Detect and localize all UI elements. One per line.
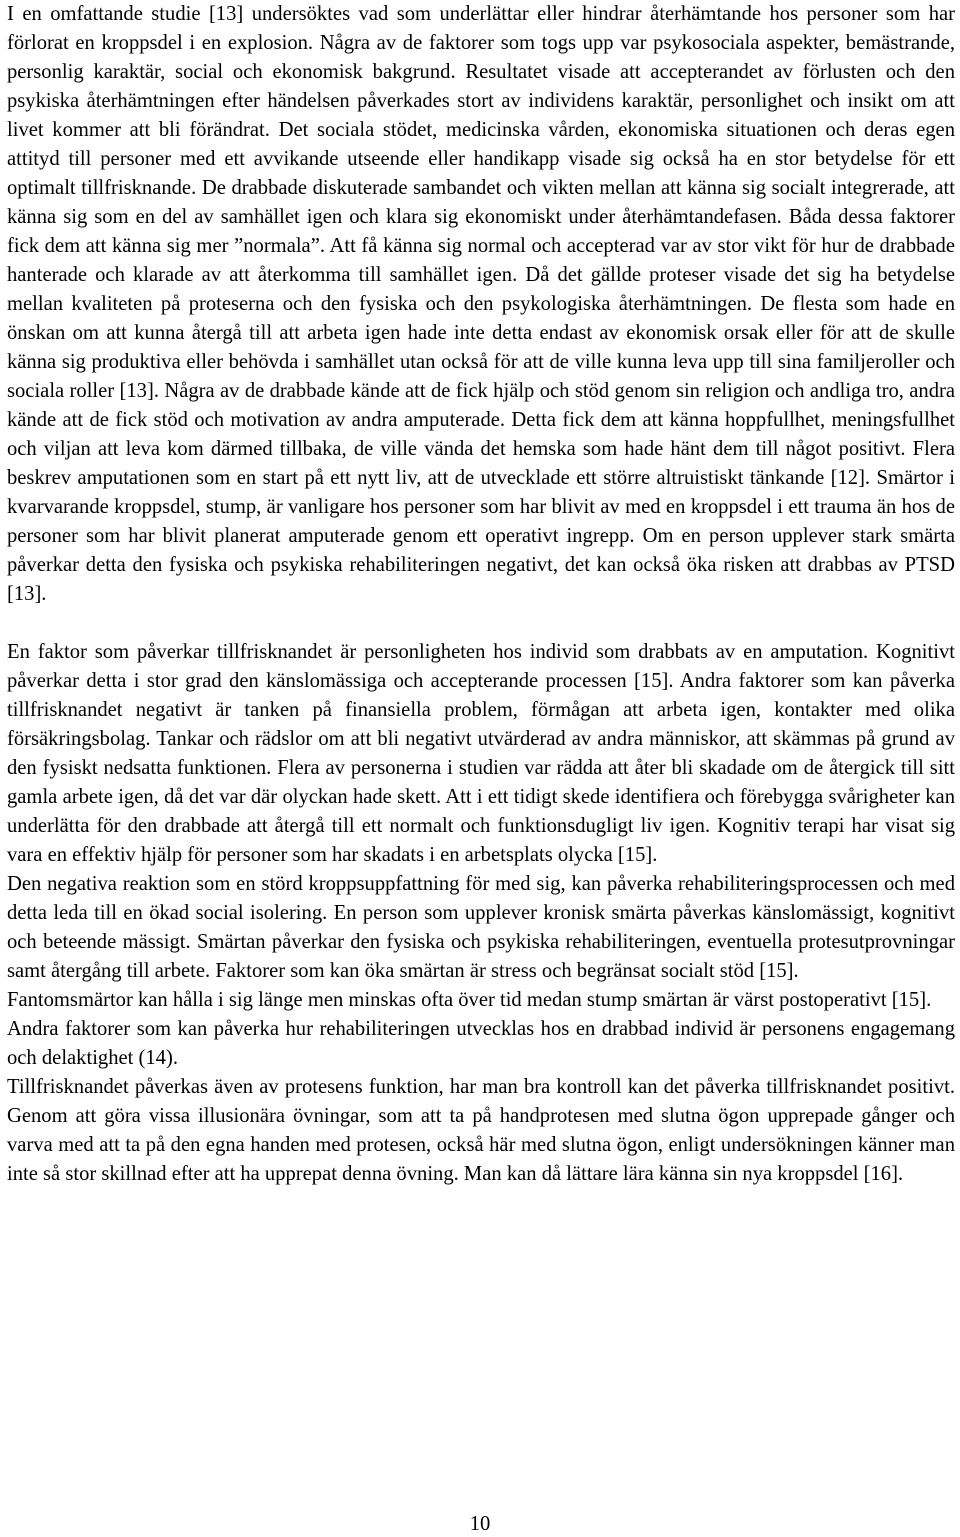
paragraph-personality-factor: En faktor som påverkar tillfrisknandet är personligheten hos individ som drabbats av en amputation. Kognitivt påverkar detta i stor grad den känslomässiga och accepterande processen [15]. Andra faktorer som kan påverka tillfrisknandet negativt är tanken på finansiella problem, förmågan att arbeta igen, kontakter med olika försäkringsbolag. Tankar och rädslor om att bli negativt utvärderad av andra människor, att skämmas på grund av den fysiskt nedsatta funktionen. Flera av personerna i studien var rädda att åter bli skadade om de återgick till sitt gamla arbete igen, då det var där olyckan hade skett. Att i ett tidigt skede identifiera och förebygga svårigheter kan underlätta för den drabbade att återgå till ett normalt och funktionsdugligt liv igen. Kognitiv terapi har visat sig vara en effektiv hjälp för personer som har skadats i en arbetsplats olycka [15]. — [7, 641, 955, 866]
paragraph-body-image: Den negativa reaktion som en störd kroppsuppfattning för med sig, kan påverka rehabiliteringsprocessen och med detta leda till en ökad social isolering. En person som upplever kronisk smärta påverkas känslomässigt, kognitivt och beteende mässigt. Smärtan påverkar den fysiska och psykiska rehabiliteringen, eventuella protesutprovningar samt återgång till arbete. Faktorer som kan öka smärtan är stress och begränsat socialt stöd [15]. — [7, 873, 955, 982]
page-number: 10 — [469, 1513, 491, 1535]
paragraph-engagement: Andra faktorer som kan påverka hur rehabiliteringen utvecklas hos en drabbad individ är personens engagemang och delaktighet (14). — [7, 1018, 955, 1069]
paragraph-phantom-pain: Fantomsmärtor kan hålla i sig länge men minskas ofta över tid medan stump smärtan är värst postoperativt [15]. — [7, 989, 932, 1011]
paragraph-prosthesis-function: Tillfrisknandet påverkas även av protesens funktion, har man bra kontroll kan det påverka tillfrisknandet positivt. Genom att göra vissa illusionära övningar, som att ta på handprotesen med slutna ögon upprepade gånger och varva med att ta på den egna handen med protesen, också här med slutna ögon, enligt undersökningen känner man inte så stor skillnad efter att ha upprepat denna övning. Man kan då lättare lära känna sin nya kroppsdel [16]. — [7, 1076, 955, 1185]
paragraph-spacer — [7, 609, 955, 638]
document-body — [7, 0, 955, 1189]
paragraph-study-results: I en omfattande studie [13] undersöktes vad som underlättar eller hindrar återhämtande hos personer som har förlorat en kroppsdel i en explosion. Några av de faktorer som togs upp var psykosociala aspekter, bemästrande, personlig karaktär, social och ekonomisk bakgrund. Resultatet visade att accepterandet av förlusten och den psykiska återhämtningen efter händelsen påverkades stort av individens karaktär, personlighet och insikt om att livet kommer att bli förändrat. Det sociala stödet, medicinska vården, ekonomiska situationen och deras egen attityd till personer med ett avvikande utseende eller handikapp visade sig också ha en stor betydelse för ett optimalt tillfrisknande. De drabbade diskuterade sambandet och vikten mellan att känna sig socialt integrerade, att känna sig som en del av samhället igen och klara sig ekonomiskt under återhämtandefasen. Båda dessa faktorer fick dem att känna sig mer ”normala”. Att få känna sig normal och accepterad var av stor vikt för hur de drabbade hanterade och klarade av att återkomma till samhället igen. Då det gällde proteser visade det sig ha betydelse mellan kvaliteten på proteserna och den fysiska och den psykologiska återhämtningen. De flesta som hade en önskan om att kunna återgå till att arbeta igen hade inte detta endast av ekonomisk orsak eller för att de skulle känna sig produktiva eller behövda i samhället utan också för att de ville kunna leva upp till sina familjeroller och sociala roller [13]. Några av de drabbade kände att de fick hjälp och stöd genom sin religion och andliga tro, andra kände att de fick stöd och motivation av andra amputerade. Detta fick dem att känna hoppfullhet, meningsfullhet och viljan att leva kom därmed tillbaka, de ville vända det hemska som hade hänt dem till något positivt. Flera beskrev amputationen som en start på ett nytt liv, att de utvecklade ett större altruistiskt tänkande [12]. Smärtor i kvarvarande kroppsdel, stump, är vanligare hos personer som har blivit av med en kroppsdel i ett trauma än hos de personer som har blivit planerat amputerade genom ett operativt ingrepp. Om en person upplever stark smärta påverkar detta den fysiska och psykiska rehabiliteringen negativt, det kan också öka risken att drabbas av PTSD [13]. — [7, 3, 955, 605]
